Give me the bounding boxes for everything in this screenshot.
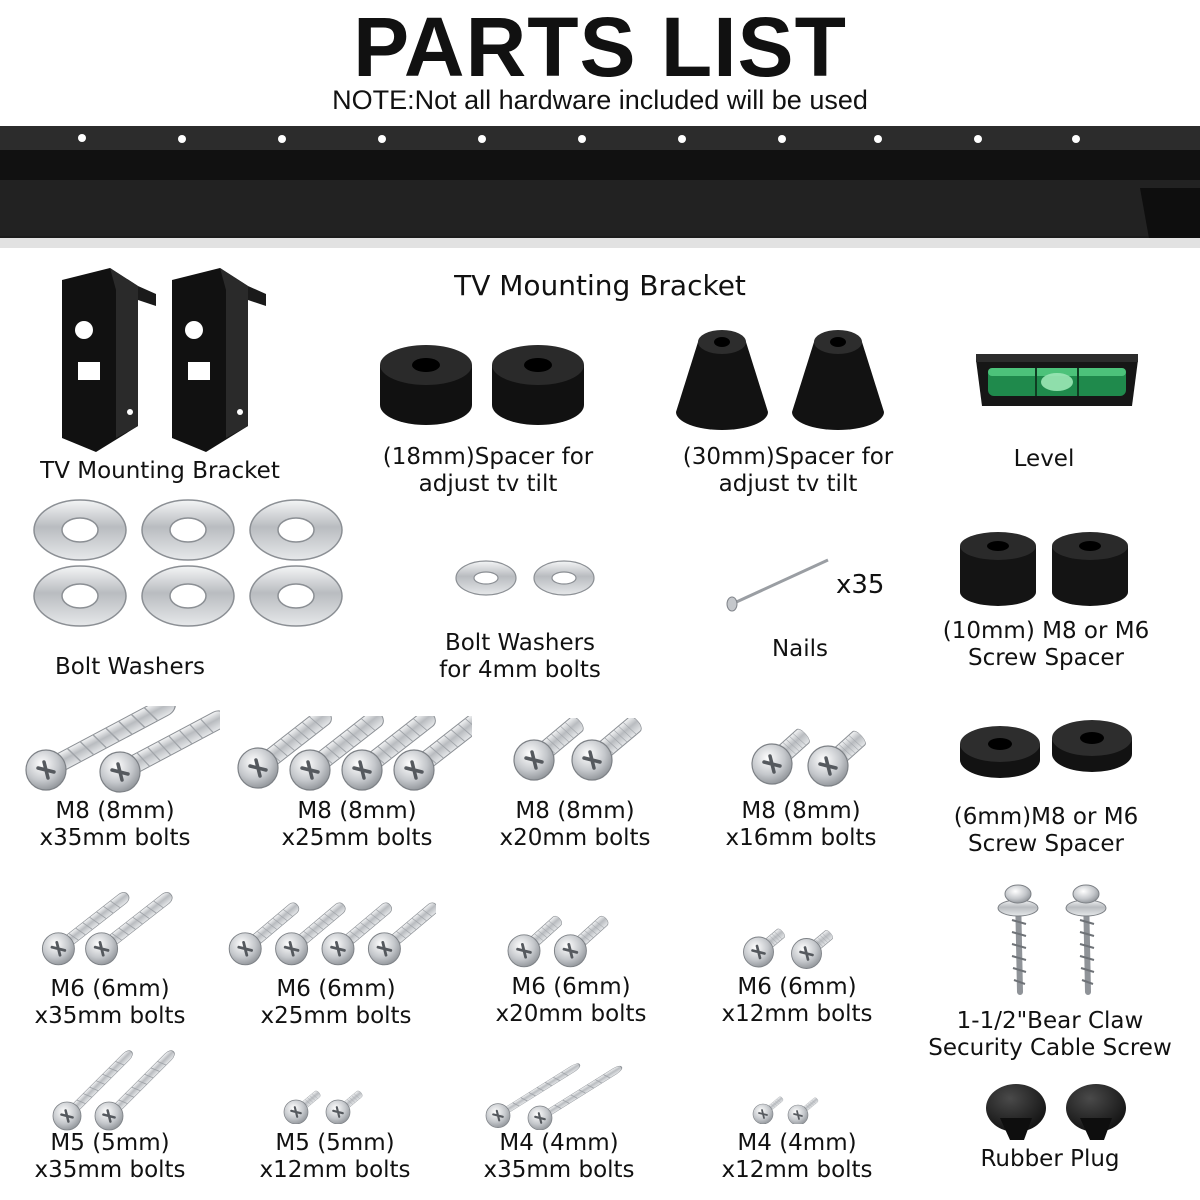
rubber-plug-image xyxy=(980,1080,1130,1144)
spacer-6mm-image xyxy=(952,716,1142,786)
m4-12-bolts-image xyxy=(748,1084,832,1124)
m5-12-bolts-label: M5 (5mm) x12mm bolts xyxy=(259,1130,411,1183)
spacer-10mm-label: (10mm) M8 or M6 Screw Spacer xyxy=(942,618,1150,671)
tv-bracket-image xyxy=(50,266,280,456)
m4-35-bolts-label: M4 (4mm) x35mm bolts xyxy=(483,1130,635,1183)
spacer-18mm-label: (18mm)Spacer for adjust tv tilt xyxy=(382,444,594,497)
bolt-washers-label: Bolt Washers xyxy=(54,654,206,680)
spacer-6mm-label: (6mm)M8 or M6 Screw Spacer xyxy=(953,804,1139,857)
spacer-30mm-image xyxy=(668,320,900,440)
small-washers-image xyxy=(452,556,602,600)
nails-quantity: x35 xyxy=(836,570,885,600)
rail-label: TV Mounting Bracket xyxy=(454,269,746,302)
m8-20-bolts-image xyxy=(500,718,650,798)
m8-35-bolts-label: M8 (8mm) x35mm bolts xyxy=(39,798,191,851)
m6-25-bolts-label: M6 (6mm) x25mm bolts xyxy=(260,976,412,1029)
bubble-level-image xyxy=(972,350,1142,410)
m4-12-bolts-label: M4 (4mm) x12mm bolts xyxy=(721,1130,873,1183)
m8-25-bolts-label: M8 (8mm) x25mm bolts xyxy=(281,798,433,851)
m5-35-bolts-image xyxy=(46,1046,196,1132)
nail-icon xyxy=(720,552,840,616)
m6-35-bolts-label: M6 (6mm) x35mm bolts xyxy=(34,976,186,1029)
m4-35-bolts-image xyxy=(480,1058,640,1130)
m6-35-bolts-image xyxy=(36,888,186,968)
m6-12-bolts-image xyxy=(736,916,866,972)
bear-claw-screw-label: 1-1/2"Bear Claw Security Cable Screw xyxy=(928,1008,1172,1061)
small-washers-label: Bolt Washers for 4mm bolts xyxy=(439,630,601,683)
m8-20-bolts-label: M8 (8mm) x20mm bolts xyxy=(499,798,651,851)
m8-35-bolts-image xyxy=(20,706,220,806)
m6-20-bolts-label: M6 (6mm) x20mm bolts xyxy=(495,974,647,1027)
m8-16-bolts-label: M8 (8mm) x16mm bolts xyxy=(725,798,877,851)
nails-label: Nails xyxy=(771,636,829,662)
m5-12-bolts-image xyxy=(278,1076,388,1124)
page-note: NOTE:Not all hardware included will be used xyxy=(332,85,868,115)
spacer-10mm-image xyxy=(952,524,1142,614)
bolt-washers-image xyxy=(30,496,350,636)
spacer-30mm-label: (30mm)Spacer for adjust tv tilt xyxy=(682,444,894,497)
tv-bracket-label: TV Mounting Bracket xyxy=(40,458,280,484)
m8-25-bolts-image xyxy=(232,716,472,806)
bear-claw-screw-image xyxy=(990,880,1120,1000)
m8-16-bolts-image xyxy=(738,724,878,804)
level-label: Level xyxy=(1013,446,1075,472)
m6-20-bolts-image xyxy=(500,906,630,970)
spacer-18mm-image xyxy=(372,335,604,435)
rubber-plug-label: Rubber Plug xyxy=(980,1146,1120,1172)
m6-12-bolts-label: M6 (6mm) x12mm bolts xyxy=(721,974,873,1027)
m6-25-bolts-image xyxy=(226,896,436,972)
wall-rail-image xyxy=(0,126,1200,260)
page-title: PARTS LIST xyxy=(353,0,847,94)
m5-35-bolts-label: M5 (5mm) x35mm bolts xyxy=(34,1130,186,1183)
